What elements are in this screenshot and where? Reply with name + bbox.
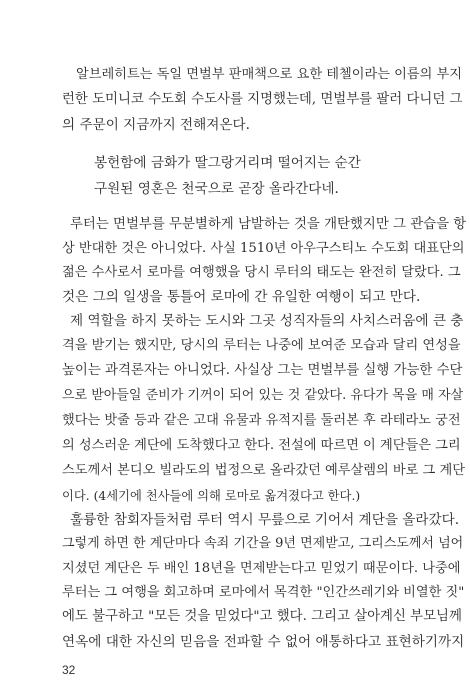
text-line: 의 성스러운 계단에 도착했다고 한다. 전설에 따르면 이 계단들은 그리	[62, 438, 461, 453]
text-line: 이다. (4세기에 천사들에 의해 로마로 옮겨졌다고 한다.)	[62, 489, 361, 503]
text-line: 지셨던 계단은 두 배인 18년을 면제받는다고 믿었기 때문이다. 나중에	[62, 561, 461, 576]
text-line: 젊은 수사로서 로마를 여행했을 당시 루터의 태도는 완전히 달랐다. 그	[62, 265, 461, 280]
text-line: 제 역할을 하지 못하는 도시와 그곳 성직자들의 사치스러움에 큰 충	[70, 313, 464, 329]
text-line: 루터는 그 여행을 회고하며 로마에서 목격한 "인간쓰레기와 비열한 짓"	[62, 585, 465, 600]
text-line: 에도 불구하고 "모든 것을 믿었다"고 했다. 그리고 살아계신 부모님께	[62, 609, 462, 624]
text-line: 연옥에 대한 자신의 믿음을 전파할 수 없어 애통하다고 표현하기까지	[62, 634, 465, 650]
text-line: 했다는 밧줄 등과 같은 고대 유물과 유적지를 둘러본 후 라테라노 궁전	[62, 413, 461, 428]
text-line: 의 주문이 지금까지 전해져온다.	[62, 117, 250, 133]
text-line: 격을 받기는 했지만, 당시의 루터는 나중에 보여준 모습과 달리 연성을	[62, 338, 461, 353]
quote-line: 구원된 영혼은 천국으로 곧장 올라간다네.	[94, 181, 339, 197]
text-line: 훌륭한 참회자들처럼 루터 역시 무릎으로 기어서 계단을 올라갔다.	[70, 512, 460, 528]
text-line: 루터는 면벌부를 무분별하게 남발하는 것을 개탄했지만 그 관습을 항	[70, 217, 467, 232]
text-line: 알브레히트는 독일 면벌부 판매책으로 요한 테첼이라는 이름의 부지	[76, 67, 463, 82]
text-line: 높이는 과격론자는 아니었다. 사실상 그는 면벌부를 실행 가능한 수단	[62, 363, 463, 378]
quote-line: 봉헌함에 금화가 딸그랑거리며 떨어지는 순간	[94, 155, 361, 171]
page-number: 32	[62, 663, 76, 677]
text-line: 런한 도미니코 수도회 수도사를 지명했는데, 면벌부를 팔러 다니던 그	[62, 92, 463, 107]
text-line: 상 반대한 것은 아니었다. 사실 1510년 아우구스티노 수도회 대표단의	[62, 241, 465, 256]
text-line: 스도께서 본디오 빌라도의 법정으로 올라갔던 예루살렘의 바로 그 계단	[62, 463, 465, 478]
text-line: 그렇게 하면 한 계단마다 속죄 기간을 9년 면제받고, 그리스도께서 넘어	[62, 536, 464, 551]
text-line: 것은 그의 일생을 통틀어 로마에 간 유일한 여행이 되고 만다.	[62, 289, 421, 305]
text-line: 으로 받아들일 준비가 기꺼이 되어 있는 것 같았다. 유다가 목을 매 자살	[62, 388, 464, 403]
